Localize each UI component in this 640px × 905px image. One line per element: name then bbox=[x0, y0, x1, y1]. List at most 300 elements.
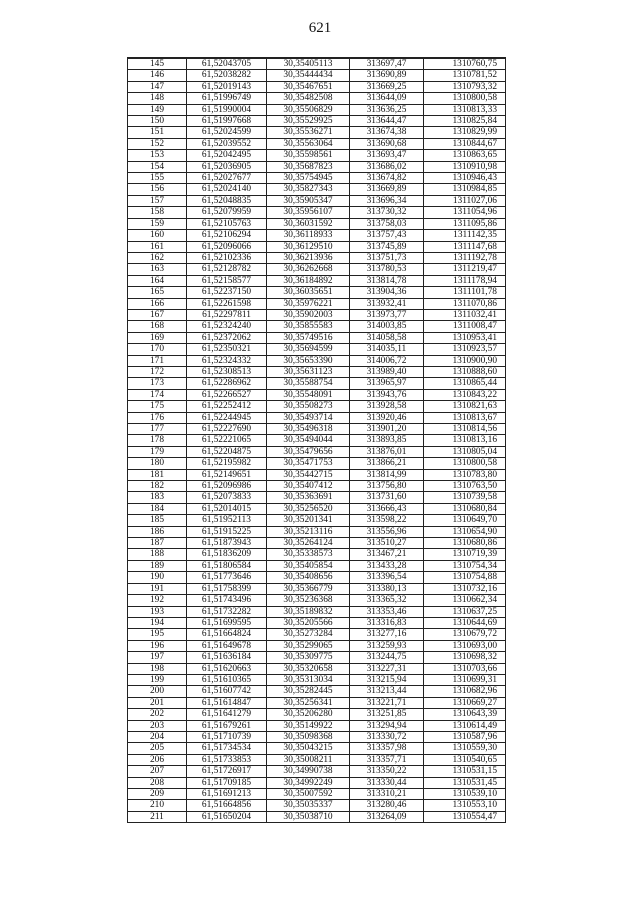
x-coordinate-cell: 313901,20 bbox=[350, 424, 424, 435]
latitude-cell: 61,52036905 bbox=[187, 161, 267, 172]
y-coordinate-cell: 1310793,32 bbox=[424, 81, 506, 92]
longitude-cell: 30,35366779 bbox=[267, 583, 350, 594]
table-row bbox=[128, 754, 506, 765]
y-coordinate-cell: 1311027,06 bbox=[424, 195, 506, 206]
table-row bbox=[128, 606, 506, 617]
point-number-cell: 162 bbox=[128, 252, 187, 263]
page-number: 621 bbox=[308, 20, 332, 36]
latitude-cell: 61,52227690 bbox=[187, 424, 267, 435]
latitude-cell: 61,52350321 bbox=[187, 344, 267, 355]
table-row bbox=[128, 81, 506, 92]
point-number-cell: 152 bbox=[128, 138, 187, 149]
y-coordinate-cell: 1310865,44 bbox=[424, 378, 506, 389]
x-coordinate-cell: 313731,60 bbox=[350, 492, 424, 503]
table-row bbox=[128, 640, 506, 651]
table-row bbox=[128, 697, 506, 708]
y-coordinate-cell: 1310531,45 bbox=[424, 777, 506, 788]
x-coordinate-cell: 313556,96 bbox=[350, 526, 424, 537]
point-number-cell: 168 bbox=[128, 321, 187, 332]
latitude-cell: 61,51679261 bbox=[187, 720, 267, 731]
x-coordinate-cell: 313690,68 bbox=[350, 138, 424, 149]
x-coordinate-cell: 313277,16 bbox=[350, 629, 424, 640]
x-coordinate-cell: 314006,72 bbox=[350, 355, 424, 366]
y-coordinate-cell: 1310800,58 bbox=[424, 458, 506, 469]
y-coordinate-cell: 1310844,67 bbox=[424, 138, 506, 149]
latitude-cell: 61,51641279 bbox=[187, 709, 267, 720]
x-coordinate-cell: 313221,71 bbox=[350, 697, 424, 708]
latitude-cell: 61,52073833 bbox=[187, 492, 267, 503]
x-coordinate-cell: 313251,85 bbox=[350, 709, 424, 720]
table-row bbox=[128, 663, 506, 674]
table-row bbox=[128, 686, 506, 697]
x-coordinate-cell: 313751,73 bbox=[350, 252, 424, 263]
longitude-cell: 30,36118933 bbox=[267, 230, 350, 241]
latitude-cell: 61,51610365 bbox=[187, 674, 267, 685]
point-number-cell: 207 bbox=[128, 766, 187, 777]
x-coordinate-cell: 313310,21 bbox=[350, 789, 424, 800]
table-row bbox=[128, 800, 506, 811]
latitude-cell: 61,52261598 bbox=[187, 298, 267, 309]
latitude-cell: 61,51733853 bbox=[187, 754, 267, 765]
x-coordinate-cell: 313396,54 bbox=[350, 572, 424, 583]
table-row bbox=[128, 629, 506, 640]
x-coordinate-cell: 313932,41 bbox=[350, 298, 424, 309]
y-coordinate-cell: 1311032,41 bbox=[424, 309, 506, 320]
table-row bbox=[128, 389, 506, 400]
longitude-cell: 30,35479656 bbox=[267, 446, 350, 457]
longitude-cell: 30,35653390 bbox=[267, 355, 350, 366]
table-row bbox=[128, 720, 506, 731]
x-coordinate-cell: 313357,71 bbox=[350, 754, 424, 765]
point-number-cell: 163 bbox=[128, 264, 187, 275]
longitude-cell: 30,34992249 bbox=[267, 777, 350, 788]
latitude-cell: 61,52019143 bbox=[187, 81, 267, 92]
latitude-cell: 61,51709185 bbox=[187, 777, 267, 788]
latitude-cell: 61,52014015 bbox=[187, 503, 267, 514]
point-number-cell: 184 bbox=[128, 503, 187, 514]
point-number-cell: 180 bbox=[128, 458, 187, 469]
x-coordinate-cell: 314003,85 bbox=[350, 321, 424, 332]
latitude-cell: 61,52286962 bbox=[187, 378, 267, 389]
longitude-cell: 30,35007592 bbox=[267, 789, 350, 800]
table-row bbox=[128, 458, 506, 469]
longitude-cell: 30,35363691 bbox=[267, 492, 350, 503]
latitude-cell: 61,51758399 bbox=[187, 583, 267, 594]
longitude-cell: 30,35098368 bbox=[267, 731, 350, 742]
y-coordinate-cell: 1310805,04 bbox=[424, 446, 506, 457]
coordinates-table bbox=[127, 57, 506, 823]
y-coordinate-cell: 1311008,47 bbox=[424, 321, 506, 332]
latitude-cell: 61,51996749 bbox=[187, 93, 267, 104]
point-number-cell: 164 bbox=[128, 275, 187, 286]
latitude-cell: 61,52038282 bbox=[187, 70, 267, 81]
point-number-cell: 200 bbox=[128, 686, 187, 697]
latitude-cell: 61,52105763 bbox=[187, 218, 267, 229]
point-number-cell: 196 bbox=[128, 640, 187, 651]
table-row bbox=[128, 492, 506, 503]
point-number-cell: 166 bbox=[128, 298, 187, 309]
point-number-cell: 201 bbox=[128, 697, 187, 708]
longitude-cell: 30,35588754 bbox=[267, 378, 350, 389]
longitude-cell: 30,35149922 bbox=[267, 720, 350, 731]
latitude-cell: 61,52048835 bbox=[187, 195, 267, 206]
y-coordinate-cell: 1310829,99 bbox=[424, 127, 506, 138]
point-number-cell: 159 bbox=[128, 218, 187, 229]
x-coordinate-cell: 313669,89 bbox=[350, 184, 424, 195]
x-coordinate-cell: 313686,02 bbox=[350, 161, 424, 172]
x-coordinate-cell: 313989,40 bbox=[350, 366, 424, 377]
y-coordinate-cell: 1310698,32 bbox=[424, 652, 506, 663]
x-coordinate-cell: 313598,22 bbox=[350, 515, 424, 526]
table-row bbox=[128, 652, 506, 663]
latitude-cell: 61,51710739 bbox=[187, 731, 267, 742]
longitude-cell: 30,35320658 bbox=[267, 663, 350, 674]
table-row bbox=[128, 560, 506, 571]
table-row bbox=[128, 230, 506, 241]
y-coordinate-cell: 1310763,50 bbox=[424, 481, 506, 492]
table-row bbox=[128, 309, 506, 320]
table-row bbox=[128, 674, 506, 685]
table-row bbox=[128, 401, 506, 412]
longitude-cell: 30,35508273 bbox=[267, 401, 350, 412]
latitude-cell: 61,51699595 bbox=[187, 617, 267, 628]
table-row bbox=[128, 218, 506, 229]
point-number-cell: 174 bbox=[128, 389, 187, 400]
table-row bbox=[128, 207, 506, 218]
latitude-cell: 61,51734534 bbox=[187, 743, 267, 754]
table-row bbox=[128, 195, 506, 206]
table-row bbox=[128, 150, 506, 161]
point-number-cell: 179 bbox=[128, 446, 187, 457]
y-coordinate-cell: 1311070,86 bbox=[424, 298, 506, 309]
table-row bbox=[128, 184, 506, 195]
x-coordinate-cell: 313697,47 bbox=[350, 58, 424, 70]
point-number-cell: 167 bbox=[128, 309, 187, 320]
longitude-cell: 30,35855583 bbox=[267, 321, 350, 332]
table-row bbox=[128, 127, 506, 138]
table-row bbox=[128, 241, 506, 252]
table-row bbox=[128, 93, 506, 104]
x-coordinate-cell: 313756,80 bbox=[350, 481, 424, 492]
latitude-cell: 61,51806584 bbox=[187, 560, 267, 571]
x-coordinate-cell: 313666,43 bbox=[350, 503, 424, 514]
y-coordinate-cell: 1310813,16 bbox=[424, 435, 506, 446]
point-number-cell: 153 bbox=[128, 150, 187, 161]
coordinates-table-body bbox=[128, 58, 506, 823]
table-row bbox=[128, 777, 506, 788]
longitude-cell: 30,35008211 bbox=[267, 754, 350, 765]
latitude-cell: 61,51664856 bbox=[187, 800, 267, 811]
y-coordinate-cell: 1310910,98 bbox=[424, 161, 506, 172]
longitude-cell: 30,35506829 bbox=[267, 104, 350, 115]
point-number-cell: 150 bbox=[128, 116, 187, 127]
longitude-cell: 30,35282445 bbox=[267, 686, 350, 697]
longitude-cell: 30,35256341 bbox=[267, 697, 350, 708]
y-coordinate-cell: 1310800,58 bbox=[424, 93, 506, 104]
table-row bbox=[128, 332, 506, 343]
point-number-cell: 195 bbox=[128, 629, 187, 640]
y-coordinate-cell: 1310813,33 bbox=[424, 104, 506, 115]
x-coordinate-cell: 313757,43 bbox=[350, 230, 424, 241]
table-row bbox=[128, 275, 506, 286]
point-number-cell: 202 bbox=[128, 709, 187, 720]
longitude-cell: 30,35205566 bbox=[267, 617, 350, 628]
latitude-cell: 61,52024599 bbox=[187, 127, 267, 138]
y-coordinate-cell: 1310643,39 bbox=[424, 709, 506, 720]
table-row bbox=[128, 116, 506, 127]
longitude-cell: 30,35213116 bbox=[267, 526, 350, 537]
point-number-cell: 185 bbox=[128, 515, 187, 526]
point-number-cell: 149 bbox=[128, 104, 187, 115]
longitude-cell: 30,35956107 bbox=[267, 207, 350, 218]
latitude-cell: 61,51636184 bbox=[187, 652, 267, 663]
y-coordinate-cell: 1310821,63 bbox=[424, 401, 506, 412]
latitude-cell: 61,52106294 bbox=[187, 230, 267, 241]
point-number-cell: 169 bbox=[128, 332, 187, 343]
table-row bbox=[128, 70, 506, 81]
x-coordinate-cell: 313353,46 bbox=[350, 606, 424, 617]
x-coordinate-cell: 313690,89 bbox=[350, 70, 424, 81]
point-number-cell: 157 bbox=[128, 195, 187, 206]
x-coordinate-cell: 313866,21 bbox=[350, 458, 424, 469]
table-row bbox=[128, 173, 506, 184]
longitude-cell: 30,35493714 bbox=[267, 412, 350, 423]
latitude-cell: 61,51664824 bbox=[187, 629, 267, 640]
latitude-cell: 61,52042495 bbox=[187, 150, 267, 161]
longitude-cell: 30,35494044 bbox=[267, 435, 350, 446]
latitude-cell: 61,51952113 bbox=[187, 515, 267, 526]
y-coordinate-cell: 1310946,43 bbox=[424, 173, 506, 184]
table-row bbox=[128, 617, 506, 628]
point-number-cell: 198 bbox=[128, 663, 187, 674]
latitude-cell: 61,51607742 bbox=[187, 686, 267, 697]
y-coordinate-cell: 1310813,67 bbox=[424, 412, 506, 423]
point-number-cell: 165 bbox=[128, 287, 187, 298]
y-coordinate-cell: 1310699,31 bbox=[424, 674, 506, 685]
longitude-cell: 30,35444434 bbox=[267, 70, 350, 81]
y-coordinate-cell: 1310693,00 bbox=[424, 640, 506, 651]
y-coordinate-cell: 1310953,41 bbox=[424, 332, 506, 343]
point-number-cell: 211 bbox=[128, 811, 187, 822]
y-coordinate-cell: 1311095,86 bbox=[424, 218, 506, 229]
point-number-cell: 194 bbox=[128, 617, 187, 628]
latitude-cell: 61,51614847 bbox=[187, 697, 267, 708]
x-coordinate-cell: 313893,85 bbox=[350, 435, 424, 446]
x-coordinate-cell: 313876,01 bbox=[350, 446, 424, 457]
y-coordinate-cell: 1310649,70 bbox=[424, 515, 506, 526]
x-coordinate-cell: 313644,09 bbox=[350, 93, 424, 104]
longitude-cell: 30,36129510 bbox=[267, 241, 350, 252]
y-coordinate-cell: 1310637,25 bbox=[424, 606, 506, 617]
point-number-cell: 203 bbox=[128, 720, 187, 731]
x-coordinate-cell: 313330,44 bbox=[350, 777, 424, 788]
latitude-cell: 61,52372062 bbox=[187, 332, 267, 343]
longitude-cell: 30,35529925 bbox=[267, 116, 350, 127]
longitude-cell: 30,35563064 bbox=[267, 138, 350, 149]
point-number-cell: 197 bbox=[128, 652, 187, 663]
longitude-cell: 30,35598561 bbox=[267, 150, 350, 161]
table-row bbox=[128, 355, 506, 366]
y-coordinate-cell: 1310703,66 bbox=[424, 663, 506, 674]
y-coordinate-cell: 1310843,22 bbox=[424, 389, 506, 400]
point-number-cell: 156 bbox=[128, 184, 187, 195]
longitude-cell: 30,35902003 bbox=[267, 309, 350, 320]
table-row bbox=[128, 412, 506, 423]
x-coordinate-cell: 313350,22 bbox=[350, 766, 424, 777]
latitude-cell: 61,52244945 bbox=[187, 412, 267, 423]
point-number-cell: 154 bbox=[128, 161, 187, 172]
y-coordinate-cell: 1310554,47 bbox=[424, 811, 506, 822]
longitude-cell: 30,35201341 bbox=[267, 515, 350, 526]
latitude-cell: 61,52252412 bbox=[187, 401, 267, 412]
point-number-cell: 210 bbox=[128, 800, 187, 811]
latitude-cell: 61,52221065 bbox=[187, 435, 267, 446]
longitude-cell: 30,35482508 bbox=[267, 93, 350, 104]
y-coordinate-cell: 1310679,72 bbox=[424, 629, 506, 640]
table-row bbox=[128, 287, 506, 298]
x-coordinate-cell: 313467,21 bbox=[350, 549, 424, 560]
point-number-cell: 186 bbox=[128, 526, 187, 537]
longitude-cell: 30,35536271 bbox=[267, 127, 350, 138]
latitude-cell: 61,51773646 bbox=[187, 572, 267, 583]
longitude-cell: 30,36035651 bbox=[267, 287, 350, 298]
longitude-cell: 30,35299065 bbox=[267, 640, 350, 651]
point-number-cell: 199 bbox=[128, 674, 187, 685]
longitude-cell: 30,35043215 bbox=[267, 743, 350, 754]
point-number-cell: 161 bbox=[128, 241, 187, 252]
longitude-cell: 30,35749516 bbox=[267, 332, 350, 343]
point-number-cell: 178 bbox=[128, 435, 187, 446]
longitude-cell: 30,35035337 bbox=[267, 800, 350, 811]
point-number-cell: 145 bbox=[128, 58, 187, 70]
y-coordinate-cell: 1310814,56 bbox=[424, 424, 506, 435]
point-number-cell: 171 bbox=[128, 355, 187, 366]
longitude-cell: 30,35206280 bbox=[267, 709, 350, 720]
table-row bbox=[128, 515, 506, 526]
longitude-cell: 30,35264124 bbox=[267, 538, 350, 549]
table-row bbox=[128, 583, 506, 594]
y-coordinate-cell: 1310540,65 bbox=[424, 754, 506, 765]
y-coordinate-cell: 1310531,15 bbox=[424, 766, 506, 777]
latitude-cell: 61,51620663 bbox=[187, 663, 267, 674]
y-coordinate-cell: 1310900,90 bbox=[424, 355, 506, 366]
table-row bbox=[128, 378, 506, 389]
latitude-cell: 61,51915225 bbox=[187, 526, 267, 537]
y-coordinate-cell: 1311147,68 bbox=[424, 241, 506, 252]
x-coordinate-cell: 313316,83 bbox=[350, 617, 424, 628]
point-number-cell: 191 bbox=[128, 583, 187, 594]
latitude-cell: 61,52266527 bbox=[187, 389, 267, 400]
y-coordinate-cell: 1311101,78 bbox=[424, 287, 506, 298]
x-coordinate-cell: 313330,72 bbox=[350, 731, 424, 742]
y-coordinate-cell: 1310539,10 bbox=[424, 789, 506, 800]
point-number-cell: 187 bbox=[128, 538, 187, 549]
y-coordinate-cell: 1310682,96 bbox=[424, 686, 506, 697]
latitude-cell: 61,51743496 bbox=[187, 595, 267, 606]
y-coordinate-cell: 1310669,27 bbox=[424, 697, 506, 708]
longitude-cell: 30,35548091 bbox=[267, 389, 350, 400]
y-coordinate-cell: 1310754,88 bbox=[424, 572, 506, 583]
y-coordinate-cell: 1311192,78 bbox=[424, 252, 506, 263]
table-row bbox=[128, 811, 506, 822]
table-row bbox=[128, 731, 506, 742]
latitude-cell: 61,51732282 bbox=[187, 606, 267, 617]
longitude-cell: 30,36031592 bbox=[267, 218, 350, 229]
longitude-cell: 30,35694599 bbox=[267, 344, 350, 355]
longitude-cell: 30,35338573 bbox=[267, 549, 350, 560]
x-coordinate-cell: 313943,76 bbox=[350, 389, 424, 400]
y-coordinate-cell: 1310662,34 bbox=[424, 595, 506, 606]
x-coordinate-cell: 313730,32 bbox=[350, 207, 424, 218]
point-number-cell: 192 bbox=[128, 595, 187, 606]
latitude-cell: 61,51650204 bbox=[187, 811, 267, 822]
x-coordinate-cell: 313215,94 bbox=[350, 674, 424, 685]
x-coordinate-cell: 313259,93 bbox=[350, 640, 424, 651]
x-coordinate-cell: 313965,97 bbox=[350, 378, 424, 389]
longitude-cell: 30,35405113 bbox=[267, 58, 350, 70]
x-coordinate-cell: 313365,32 bbox=[350, 595, 424, 606]
y-coordinate-cell: 1310825,84 bbox=[424, 116, 506, 127]
longitude-cell: 30,35471753 bbox=[267, 458, 350, 469]
x-coordinate-cell: 314058,58 bbox=[350, 332, 424, 343]
x-coordinate-cell: 313433,28 bbox=[350, 560, 424, 571]
table-row bbox=[128, 789, 506, 800]
longitude-cell: 30,35687823 bbox=[267, 161, 350, 172]
y-coordinate-cell: 1310644,69 bbox=[424, 617, 506, 628]
table-row bbox=[128, 298, 506, 309]
point-number-cell: 158 bbox=[128, 207, 187, 218]
y-coordinate-cell: 1310888,60 bbox=[424, 366, 506, 377]
x-coordinate-cell: 313745,89 bbox=[350, 241, 424, 252]
y-coordinate-cell: 1310781,52 bbox=[424, 70, 506, 81]
table-row bbox=[128, 709, 506, 720]
table-row bbox=[128, 503, 506, 514]
x-coordinate-cell: 313973,77 bbox=[350, 309, 424, 320]
table-row bbox=[128, 572, 506, 583]
y-coordinate-cell: 1310923,57 bbox=[424, 344, 506, 355]
y-coordinate-cell: 1310754,34 bbox=[424, 560, 506, 571]
x-coordinate-cell: 313904,36 bbox=[350, 287, 424, 298]
longitude-cell: 30,35467651 bbox=[267, 81, 350, 92]
table-row bbox=[128, 424, 506, 435]
latitude-cell: 61,52096986 bbox=[187, 481, 267, 492]
longitude-cell: 30,35754945 bbox=[267, 173, 350, 184]
point-number-cell: 160 bbox=[128, 230, 187, 241]
table-row bbox=[128, 481, 506, 492]
latitude-cell: 61,51873943 bbox=[187, 538, 267, 549]
latitude-cell: 61,51836209 bbox=[187, 549, 267, 560]
y-coordinate-cell: 1310732,16 bbox=[424, 583, 506, 594]
y-coordinate-cell: 1311178,94 bbox=[424, 275, 506, 286]
x-coordinate-cell: 313669,25 bbox=[350, 81, 424, 92]
point-number-cell: 151 bbox=[128, 127, 187, 138]
point-number-cell: 188 bbox=[128, 549, 187, 560]
latitude-cell: 61,52027677 bbox=[187, 173, 267, 184]
point-number-cell: 177 bbox=[128, 424, 187, 435]
point-number-cell: 170 bbox=[128, 344, 187, 355]
table-row bbox=[128, 321, 506, 332]
x-coordinate-cell: 313693,47 bbox=[350, 150, 424, 161]
x-coordinate-cell: 313814,99 bbox=[350, 469, 424, 480]
point-number-cell: 147 bbox=[128, 81, 187, 92]
table-row bbox=[128, 526, 506, 537]
point-number-cell: 182 bbox=[128, 481, 187, 492]
longitude-cell: 30,36213936 bbox=[267, 252, 350, 263]
longitude-cell: 30,35408656 bbox=[267, 572, 350, 583]
table-row bbox=[128, 104, 506, 115]
latitude-cell: 61,52149651 bbox=[187, 469, 267, 480]
point-number-cell: 189 bbox=[128, 560, 187, 571]
